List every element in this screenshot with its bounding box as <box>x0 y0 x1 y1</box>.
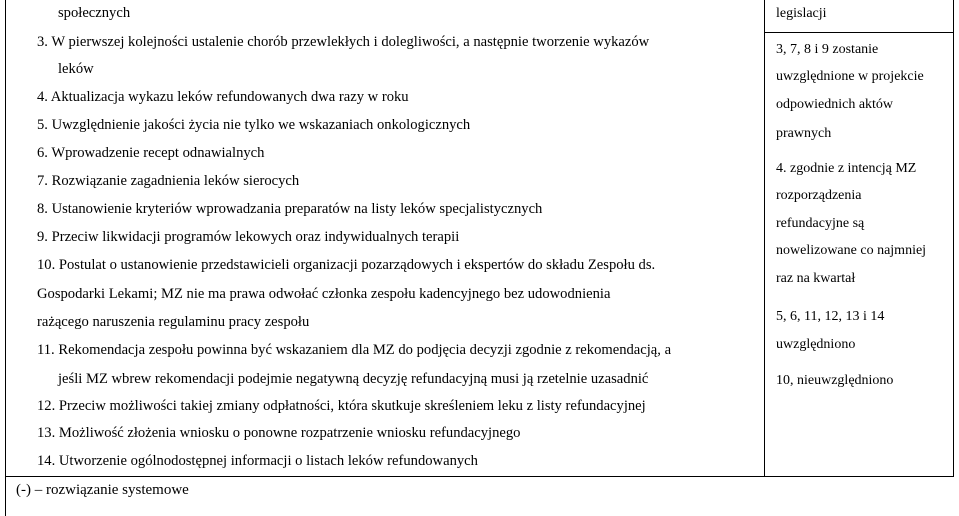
main-line: 5. Uwzględnienie jakości życia nie tylko we wskazaniach onkologicznych <box>37 117 471 133</box>
side-line: legislacji <box>776 6 827 21</box>
side-line: 5, 6, 11, 12, 13 i 14 <box>776 309 885 324</box>
main-line: 7. Rozwiązanie zagadnienia leków sierocych <box>37 173 300 189</box>
side-line: rozporządzenia <box>776 188 862 203</box>
main-line: 4. Aktualizacja wykazu leków refundowanych dwa razy w roku <box>37 89 409 105</box>
side-line: nowelizowane co najmniej <box>776 243 927 258</box>
main-line: 3. W pierwszej kolejności ustalenie chorób przewlekłych i dolegliwości, a następnie tworzenie wykazów <box>37 34 650 50</box>
main-line: społecznych <box>58 5 131 21</box>
table-right-border <box>953 0 954 477</box>
main-line: 12. Przeciw możliwości takiej zmiany odpłatności, która skutkuje skreśleniem leku z listy refundacyjnej <box>37 398 646 414</box>
main-line: 14. Utworzenie ogólnodostępnej informacji o listach leków refundowanych <box>37 453 478 469</box>
main-line: 8. Ustanowienie kryteriów wprowadzania preparatów na listy leków specjalistycznych <box>37 201 543 217</box>
side-line: 4. zgodnie z intencją MZ <box>776 161 917 176</box>
side-line: 3, 7, 8 i 9 zostanie <box>776 42 879 57</box>
side-line: uwzględniono <box>776 337 856 352</box>
footer-note: (-) – rozwiązanie systemowe <box>16 482 189 498</box>
main-line: 13. Możliwość złożenia wniosku o ponowne rozpatrzenie wniosku refundacyjnego <box>37 425 521 441</box>
table-left-border <box>5 0 6 516</box>
side-line: odpowiednich aktów <box>776 97 894 112</box>
side-line: uwzględnione w projekcie <box>776 69 924 84</box>
main-line: rażącego naruszenia regulaminu pracy zespołu <box>37 314 310 330</box>
main-line: leków <box>58 61 94 77</box>
main-line: 11. Rekomendacja zespołu powinna być wskazaniem dla MZ do podjęcia decyzji zgodnie z rekomendacją, a <box>37 342 672 358</box>
side-line: raz na kwartał <box>776 271 856 286</box>
side-line: prawnych <box>776 126 832 141</box>
main-line: 10. Postulat o ustanowienie przedstawicieli organizacji pozarządowych i ekspertów do składu Zespołu ds. <box>37 257 656 273</box>
main-line: 6. Wprowadzenie recept odnawialnych <box>37 145 265 161</box>
table-bottom-border <box>5 476 954 477</box>
header-row-divider <box>764 32 954 33</box>
side-line: refundacyjne są <box>776 216 865 231</box>
main-line: jeśli MZ wbrew rekomendacji podejmie negatywną decyzję refundacyjną musi ją rzetelnie uzasadnić <box>58 371 649 387</box>
main-line: Gospodarki Lekami; MZ nie ma prawa odwołać członka zespołu kadencyjnego bez udowodnienia <box>37 286 611 302</box>
main-line: 9. Przeciw likwidacji programów lekowych oraz indywidualnych terapii <box>37 229 460 245</box>
side-line: 10, nieuwzględniono <box>776 373 894 388</box>
column-divider <box>764 0 765 477</box>
